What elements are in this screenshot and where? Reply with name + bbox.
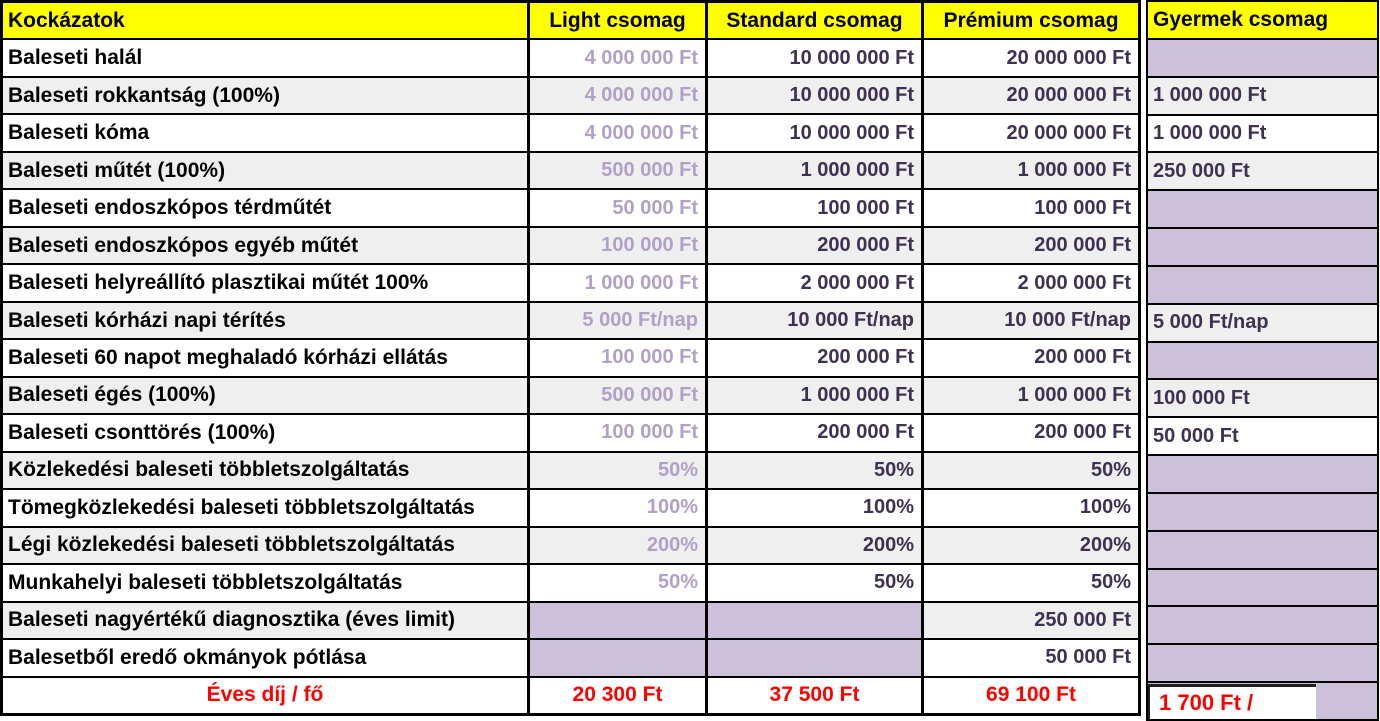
standard-value-cell: 10 000 000 Ft — [708, 78, 921, 113]
child-value-cell — [1148, 229, 1377, 265]
child-value-cell — [1148, 645, 1377, 681]
risk-name-cell: Baleseti égés (100%) — [3, 378, 527, 413]
risk-name-cell: Baleseti endoszkópos egyéb műtét — [3, 228, 527, 263]
premium-value-cell: 200% — [924, 528, 1138, 563]
child-value-cell: 250 000 Ft — [1148, 153, 1377, 189]
standard-value-cell — [708, 603, 921, 638]
standard-value-cell: 2 000 000 Ft — [708, 265, 921, 300]
premium-value-cell: 20 000 000 Ft — [924, 40, 1138, 75]
light-value-cell: 200% — [530, 528, 705, 563]
footer-child-price-cell — [1148, 683, 1377, 719]
risk-name-cell: Baleseti halál — [3, 40, 527, 75]
premium-value-cell: 20 000 000 Ft — [924, 78, 1138, 113]
premium-value-cell: 100 000 Ft — [924, 190, 1138, 225]
risk-name-cell: Baleseti 60 napot meghaladó kórházi ellátás — [3, 340, 527, 375]
risk-name-cell: Munkahelyi baleseti többletszolgáltatás — [3, 565, 527, 600]
risk-name-cell: Baleseti helyreállító plasztikai műtét 100% — [3, 265, 527, 300]
premium-value-cell: 10 000 Ft/nap — [924, 303, 1138, 338]
standard-value-cell: 200 000 Ft — [708, 340, 921, 375]
child-value-cell — [1148, 570, 1377, 606]
risk-name-cell: Baleseti nagyértékű diagnosztika (éves limit) — [3, 603, 527, 638]
footer-light-price: 20 300 Ft — [530, 678, 705, 713]
footer-premium-price: 69 100 Ft — [924, 678, 1138, 713]
child-price-box: 1 700 Ft / — [1148, 684, 1316, 719]
child-value-cell — [1148, 494, 1377, 530]
child-value-cell: 1 000 000 Ft — [1148, 116, 1377, 152]
light-value-cell: 500 000 Ft — [530, 153, 705, 188]
light-value-cell: 4 000 000 Ft — [530, 115, 705, 150]
standard-value-cell: 100% — [708, 490, 921, 525]
header-child-package: Gyermek csomag — [1148, 2, 1377, 38]
light-value-cell: 50% — [530, 453, 705, 488]
standard-value-cell: 1 000 000 Ft — [708, 153, 921, 188]
child-value-cell — [1148, 343, 1377, 379]
header-standard-package: Standard csomag — [708, 3, 921, 38]
child-value-cell: 1 000 000 Ft — [1148, 78, 1377, 114]
light-value-cell: 5 000 Ft/nap — [530, 303, 705, 338]
risk-name-cell: Baleseti csonttörés (100%) — [3, 415, 527, 450]
risk-name-cell: Baleseti kórházi napi térítés — [3, 303, 527, 338]
premium-value-cell: 20 000 000 Ft — [924, 115, 1138, 150]
standard-value-cell: 50% — [708, 453, 921, 488]
premium-value-cell: 250 000 Ft — [924, 603, 1138, 638]
risk-name-cell: Baleseti endoszkópos térdműtét — [3, 190, 527, 225]
premium-value-cell: 2 000 000 Ft — [924, 265, 1138, 300]
child-value-cell — [1148, 267, 1377, 303]
child-value-cell: 5 000 Ft/nap — [1148, 305, 1377, 341]
light-value-cell: 100 000 Ft — [530, 415, 705, 450]
risk-name-cell: Baleseti műtét (100%) — [3, 153, 527, 188]
premium-value-cell: 200 000 Ft — [924, 415, 1138, 450]
child-value-cell — [1148, 191, 1377, 227]
premium-value-cell: 1 000 000 Ft — [924, 378, 1138, 413]
standard-value-cell: 200 000 Ft — [708, 228, 921, 263]
light-value-cell: 50% — [530, 565, 705, 600]
light-value-cell — [530, 640, 705, 675]
header-light-package: Light csomag — [530, 3, 705, 38]
header-risks: Kockázatok — [3, 3, 527, 38]
footer-annual-fee-label: Éves díj / fő — [3, 678, 527, 713]
light-value-cell: 100% — [530, 490, 705, 525]
standard-value-cell: 10 000 000 Ft — [708, 40, 921, 75]
standard-value-cell: 200% — [708, 528, 921, 563]
light-value-cell: 4 000 000 Ft — [530, 78, 705, 113]
light-value-cell: 1 000 000 Ft — [530, 265, 705, 300]
risk-name-cell: Baleseti kóma — [3, 115, 527, 150]
child-value-cell: 100 000 Ft — [1148, 380, 1377, 416]
risk-name-cell: Közlekedési baleseti többletszolgáltatás — [3, 453, 527, 488]
standard-value-cell: 100 000 Ft — [708, 190, 921, 225]
light-value-cell: 100 000 Ft — [530, 228, 705, 263]
premium-value-cell: 50% — [924, 453, 1138, 488]
footer-standard-price: 37 500 Ft — [708, 678, 921, 713]
risk-name-cell: Baleseti rokkantság (100%) — [3, 78, 527, 113]
risk-name-cell: Tömegközlekedési baleseti többletszolgáltatás — [3, 490, 527, 525]
premium-value-cell: 1 000 000 Ft — [924, 153, 1138, 188]
child-value-cell — [1148, 40, 1377, 76]
light-value-cell — [530, 603, 705, 638]
standard-value-cell: 50% — [708, 565, 921, 600]
light-value-cell: 500 000 Ft — [530, 378, 705, 413]
header-premium-package: Prémium csomag — [924, 3, 1138, 38]
risk-name-cell: Balesetből eredő okmányok pótlása — [3, 640, 527, 675]
standard-value-cell — [708, 640, 921, 675]
risk-name-cell: Légi közlekedési baleseti többletszolgáltatás — [3, 528, 527, 563]
premium-value-cell: 200 000 Ft — [924, 228, 1138, 263]
standard-value-cell: 200 000 Ft — [708, 415, 921, 450]
child-value-cell — [1148, 532, 1377, 568]
child-value-cell — [1148, 607, 1377, 643]
light-value-cell: 50 000 Ft — [530, 190, 705, 225]
light-value-cell: 100 000 Ft — [530, 340, 705, 375]
premium-value-cell: 50% — [924, 565, 1138, 600]
child-value-cell: 50 000 Ft — [1148, 418, 1377, 454]
child-package-column — [1146, 0, 1379, 721]
child-value-cell — [1148, 456, 1377, 492]
premium-value-cell: 200 000 Ft — [924, 340, 1138, 375]
premium-value-cell: 50 000 Ft — [924, 640, 1138, 675]
light-value-cell: 4 000 000 Ft — [530, 40, 705, 75]
premium-value-cell: 100% — [924, 490, 1138, 525]
standard-value-cell: 10 000 000 Ft — [708, 115, 921, 150]
standard-value-cell: 1 000 000 Ft — [708, 378, 921, 413]
standard-value-cell: 10 000 Ft/nap — [708, 303, 921, 338]
